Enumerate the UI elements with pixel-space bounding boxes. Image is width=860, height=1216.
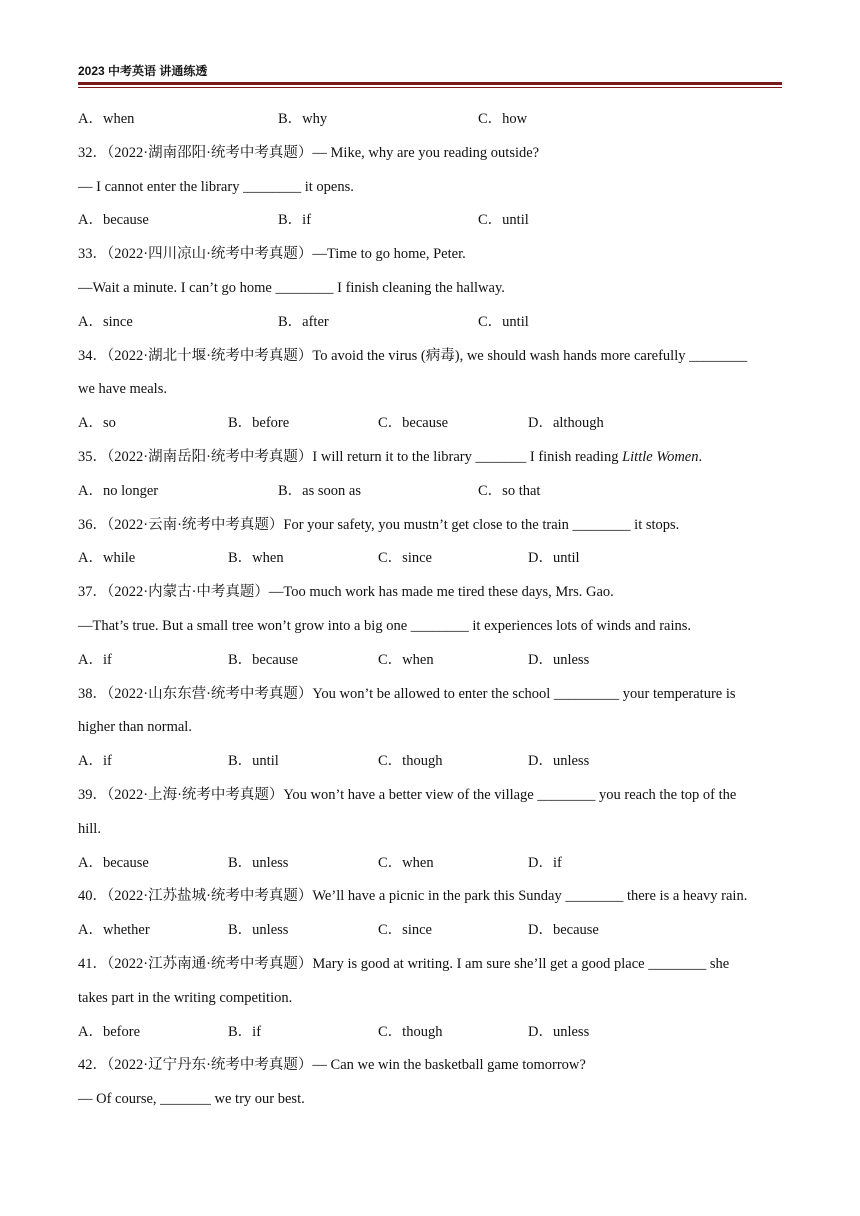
question-line: we have meals. bbox=[78, 381, 167, 398]
options-row bbox=[78, 407, 782, 441]
option-b: B．if bbox=[228, 1023, 262, 1040]
question-line: —That’s true. But a small tree won’t grow into a big one ________ it experiences lots of winds and rains. bbox=[78, 617, 692, 634]
option-a: A．if bbox=[78, 651, 112, 668]
options-row bbox=[78, 306, 782, 340]
question-line: 36．（2022·云南·统考中考真题）For your safety, you mustn’t get close to the train ________ it stops. bbox=[78, 516, 680, 533]
option-b: B．why bbox=[278, 111, 328, 127]
question-line: —Wait a minute. I can’t go home ________ I finish cleaning the hallway. bbox=[78, 279, 505, 296]
options-row bbox=[78, 914, 782, 948]
option-d: D．unless bbox=[528, 651, 590, 668]
option-a: A．because bbox=[78, 212, 149, 229]
options-row bbox=[78, 644, 782, 678]
option-b: B．until bbox=[228, 753, 279, 770]
option-b: B．before bbox=[228, 415, 290, 432]
option-c: C．since bbox=[378, 550, 432, 567]
options-row bbox=[78, 1016, 782, 1050]
option-c: C．though bbox=[378, 1023, 443, 1040]
question-text: 35．（2022·湖南岳阳·统考中考真题）I will return it to the library _______ I finish reading bbox=[78, 448, 623, 465]
option-c: C．since bbox=[378, 922, 432, 939]
option-c: C．how bbox=[478, 111, 528, 127]
question-line: — I cannot enter the library ________ it opens. bbox=[78, 178, 354, 195]
question-list bbox=[78, 103, 782, 1117]
header-title: 2023 中考英语 讲通练透 bbox=[78, 64, 208, 78]
option-d: D．until bbox=[528, 550, 580, 567]
option-a: A．if bbox=[78, 753, 112, 770]
question-line: 32．（2022·湖南邵阳·统考中考真题）— Mike, why are you reading outside? bbox=[78, 144, 540, 161]
question-line: takes part in the writing competition. bbox=[78, 989, 293, 1006]
option-d: D．because bbox=[528, 922, 599, 939]
option-d: D．if bbox=[528, 854, 562, 871]
question-line: 38．（2022·山东东营·统考中考真题）You won’t be allowed to enter the school _________ your temperature is bbox=[78, 685, 736, 702]
question-line: 41．（2022·江苏南通·统考中考真题）Mary is good at writing. I am sure she’ll get a good place ________ she bbox=[78, 955, 730, 972]
header-rule-thick bbox=[78, 82, 782, 85]
page-header bbox=[78, 62, 782, 88]
option-d: D．unless bbox=[528, 753, 590, 770]
question-line: 39．（2022·上海·统考中考真题）You won’t have a better view of the village ________ you reach the top of the bbox=[78, 786, 737, 803]
option-a: A．no longer bbox=[78, 482, 159, 499]
question-line: 33．（2022·四川凉山·统考中考真题）—Time to go home, Peter. bbox=[78, 246, 466, 263]
option-a: A．before bbox=[78, 1023, 141, 1040]
option-a: A．whether bbox=[78, 922, 150, 939]
option-a: A．because bbox=[78, 854, 149, 871]
option-a: A．while bbox=[78, 550, 136, 567]
question-line bbox=[78, 441, 782, 475]
question-text: . bbox=[698, 448, 703, 465]
option-c: C．because bbox=[378, 415, 449, 432]
option-c: C．until bbox=[478, 212, 529, 229]
option-c: C．so that bbox=[478, 482, 541, 499]
option-b: B．when bbox=[228, 550, 284, 567]
question-line: 42．（2022·辽宁丹东·统考中考真题）— Can we win the basketball game tomorrow? bbox=[78, 1057, 586, 1074]
option-b: B．if bbox=[278, 212, 312, 229]
option-a: A．so bbox=[78, 415, 116, 432]
header-rule-thin bbox=[78, 87, 782, 88]
question-line: 34．（2022·湖北十堰·统考中考真题）To avoid the virus (病毒), we should wash hands more carefully ________ bbox=[78, 347, 748, 364]
option-c: C．until bbox=[478, 313, 529, 330]
option-c: C．when bbox=[378, 651, 434, 668]
option-b: B．as soon as bbox=[278, 482, 361, 499]
options-row bbox=[78, 475, 782, 509]
question-line: 40．（2022·江苏盐城·统考中考真题）We’ll have a picnic in the park this Sunday ________ there is a heavy rain. bbox=[78, 888, 748, 905]
options-row bbox=[78, 103, 782, 137]
book-title: Little Women bbox=[622, 448, 699, 465]
option-b: B．unless bbox=[228, 922, 289, 939]
question-line: — Of course, _______ we try our best. bbox=[78, 1091, 305, 1108]
question-line: 37．（2022·内蒙古·中考真题）—Too much work has made me tired these days, Mrs. Gao. bbox=[78, 584, 614, 601]
option-a: A．when bbox=[78, 111, 135, 127]
options-row bbox=[78, 204, 782, 238]
option-b: B．after bbox=[278, 313, 329, 330]
option-c: C．when bbox=[378, 854, 434, 871]
options-row bbox=[78, 745, 782, 779]
option-a: A．since bbox=[78, 313, 133, 330]
options-row bbox=[78, 542, 782, 576]
option-c: C．though bbox=[378, 753, 443, 770]
option-b: B．unless bbox=[228, 854, 289, 871]
option-d: D．although bbox=[528, 415, 604, 432]
option-b: B．because bbox=[228, 651, 299, 668]
option-d: D．unless bbox=[528, 1023, 590, 1040]
question-line: hill. bbox=[78, 820, 101, 837]
question-line: higher than normal. bbox=[78, 719, 192, 736]
options-row bbox=[78, 847, 782, 881]
